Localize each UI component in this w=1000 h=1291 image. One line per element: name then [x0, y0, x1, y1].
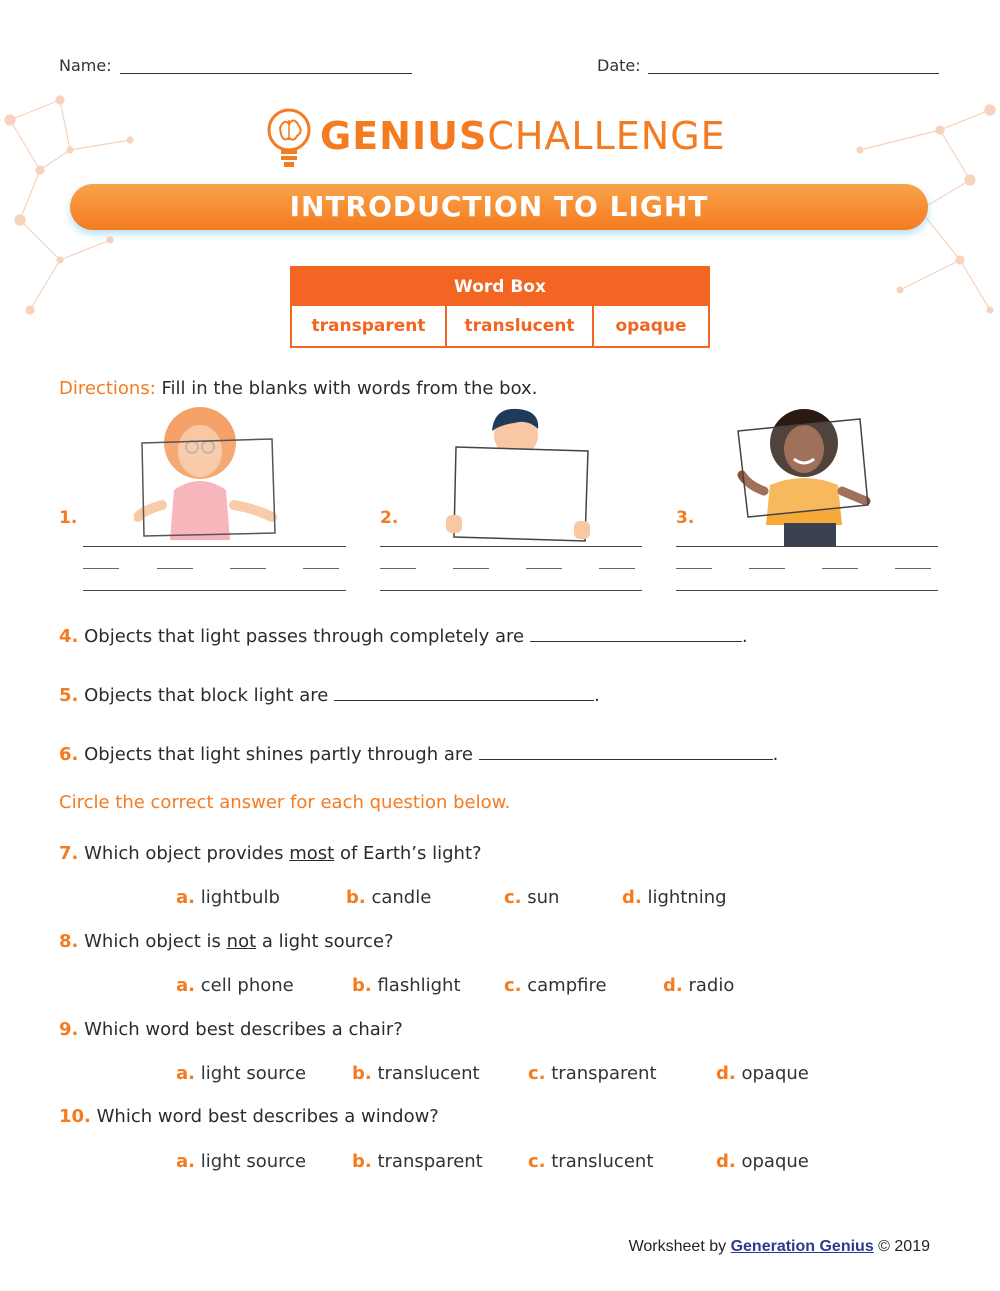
mc-question	[59, 931, 394, 952]
answer-option[interactable]	[176, 1063, 306, 1084]
option-letter: b.	[352, 1063, 372, 1084]
option-letter: d.	[716, 1063, 736, 1084]
option-letter: c.	[528, 1063, 546, 1084]
dash	[676, 568, 712, 569]
option-text: lightbulb	[200, 887, 280, 908]
option-text: candle	[371, 887, 432, 908]
name-label: Name:	[59, 56, 112, 75]
woman-behind-frosted-glass-illustration	[734, 405, 879, 550]
generation-genius-link[interactable]: Generation Genius	[730, 1238, 874, 1255]
page-title: INTRODUCTION TO LIGHT	[289, 190, 709, 223]
answer-line[interactable]	[676, 590, 938, 591]
option-letter: c.	[528, 1151, 546, 1172]
question-number: 7.	[59, 843, 79, 864]
item-number: 2.	[380, 508, 399, 528]
logo-light-text: CHALLENGE	[487, 114, 726, 158]
answer-line[interactable]	[380, 546, 642, 547]
option-text: transparent	[551, 1063, 657, 1084]
answer-option[interactable]	[346, 887, 431, 908]
option-letter: b.	[352, 975, 372, 996]
question-number: 4.	[59, 626, 79, 647]
question-text: Which object provides	[84, 843, 284, 864]
footer-copyright: © 2019	[878, 1238, 930, 1255]
option-text: radio	[688, 975, 735, 996]
option-text: sun	[527, 887, 560, 908]
answer-line[interactable]	[83, 590, 346, 591]
fill-question	[59, 685, 600, 706]
answer-line[interactable]	[380, 590, 642, 591]
question-end: .	[741, 626, 748, 647]
dash	[749, 568, 785, 569]
option-text: light source	[200, 1151, 307, 1172]
dash	[303, 568, 339, 569]
date-field[interactable]	[648, 73, 939, 74]
answer-option[interactable]	[176, 887, 280, 908]
lightbulb-brain-icon	[266, 106, 312, 172]
answer-option[interactable]	[352, 1151, 483, 1172]
option-text: translucent	[551, 1151, 654, 1172]
answer-option[interactable]	[528, 1151, 653, 1172]
item-number: 1.	[59, 508, 78, 528]
question-text: Which word best describes a window?	[96, 1106, 439, 1127]
option-text: translucent	[377, 1063, 480, 1084]
question-end: .	[772, 744, 779, 765]
mc-question	[59, 1106, 439, 1127]
word-box-word: opaque	[615, 316, 687, 336]
question-text: Objects that block light are	[84, 685, 329, 706]
title-banner	[70, 184, 928, 230]
mc-question	[59, 843, 482, 864]
question-number: 6.	[59, 744, 79, 765]
option-letter: c.	[504, 975, 522, 996]
dash	[83, 568, 119, 569]
option-letter: a.	[176, 887, 195, 908]
question-text: Which object is	[84, 931, 221, 952]
answer-option[interactable]	[352, 975, 461, 996]
option-letter: a.	[176, 1151, 195, 1172]
dash	[453, 568, 489, 569]
option-letter: b.	[346, 887, 366, 908]
dash	[380, 568, 416, 569]
option-letter: b.	[352, 1151, 372, 1172]
question-emphasis: not	[226, 931, 257, 952]
word-box-word: translucent	[447, 306, 594, 346]
footer-credit	[629, 1238, 930, 1256]
question-number: 9.	[59, 1019, 79, 1040]
question-number: 10.	[59, 1106, 91, 1127]
question-emphasis: most	[289, 843, 335, 864]
fill-blank[interactable]	[334, 686, 594, 701]
answer-option[interactable]	[663, 975, 734, 996]
directions-label: Directions:	[59, 378, 156, 399]
dash	[599, 568, 635, 569]
circle-instructions: Circle the correct answer for each question below.	[59, 792, 511, 813]
option-text: flashlight	[377, 975, 461, 996]
option-letter: a.	[176, 1063, 195, 1084]
item-number: 3.	[676, 508, 695, 528]
dash	[822, 568, 858, 569]
answer-option[interactable]	[504, 975, 607, 996]
answer-option[interactable]	[352, 1063, 480, 1084]
dash	[230, 568, 266, 569]
genius-challenge-logo	[320, 114, 726, 158]
dash	[157, 568, 193, 569]
word-box	[290, 266, 710, 348]
option-text: light source	[200, 1063, 307, 1084]
answer-option[interactable]	[716, 1063, 809, 1084]
answer-option[interactable]	[622, 887, 727, 908]
question-text: Objects that light passes through completely are	[84, 626, 525, 647]
answer-option[interactable]	[176, 975, 294, 996]
option-letter: d.	[622, 887, 642, 908]
answer-option[interactable]	[716, 1151, 809, 1172]
fill-question	[59, 626, 748, 647]
question-text: Objects that light shines partly through are	[84, 744, 473, 765]
fill-question	[59, 744, 778, 765]
option-letter: d.	[716, 1151, 736, 1172]
logo-bold-text: GENIUS	[320, 114, 488, 158]
option-text: opaque	[741, 1151, 809, 1172]
word-box-title: Word Box	[292, 268, 708, 306]
girl-behind-clear-glass-illustration	[134, 405, 284, 545]
dash	[526, 568, 562, 569]
question-end: .	[594, 685, 600, 706]
answer-option[interactable]	[504, 887, 559, 908]
mc-question	[59, 1019, 403, 1040]
answer-line[interactable]	[83, 546, 346, 547]
option-text: cell phone	[200, 975, 294, 996]
question-text: a light source?	[261, 931, 394, 952]
answer-option[interactable]	[176, 1151, 306, 1172]
fill-blank[interactable]	[479, 745, 773, 760]
option-letter: a.	[176, 975, 195, 996]
question-number: 5.	[59, 685, 79, 706]
fill-blank[interactable]	[530, 627, 742, 642]
dash	[895, 568, 931, 569]
option-letter: d.	[663, 975, 683, 996]
option-text: campfire	[527, 975, 607, 996]
date-label: Date:	[597, 56, 641, 75]
footer-prefix: Worksheet by	[628, 1238, 727, 1255]
directions	[59, 378, 537, 399]
question-text: Which word best describes a chair?	[84, 1019, 403, 1040]
option-text: transparent	[377, 1151, 483, 1172]
word-box-word: transparent	[292, 306, 447, 346]
option-text: opaque	[741, 1063, 809, 1084]
option-letter: c.	[504, 887, 522, 908]
question-text: of Earth’s light?	[339, 843, 482, 864]
answer-option[interactable]	[528, 1063, 657, 1084]
option-text: lightning	[647, 887, 727, 908]
name-field[interactable]	[120, 73, 412, 74]
directions-text: Fill in the blanks with words from the box.	[161, 378, 538, 399]
word-box-row	[292, 306, 708, 346]
answer-line[interactable]	[676, 546, 938, 547]
boy-behind-opaque-board-illustration	[442, 405, 597, 545]
question-number: 8.	[59, 931, 79, 952]
